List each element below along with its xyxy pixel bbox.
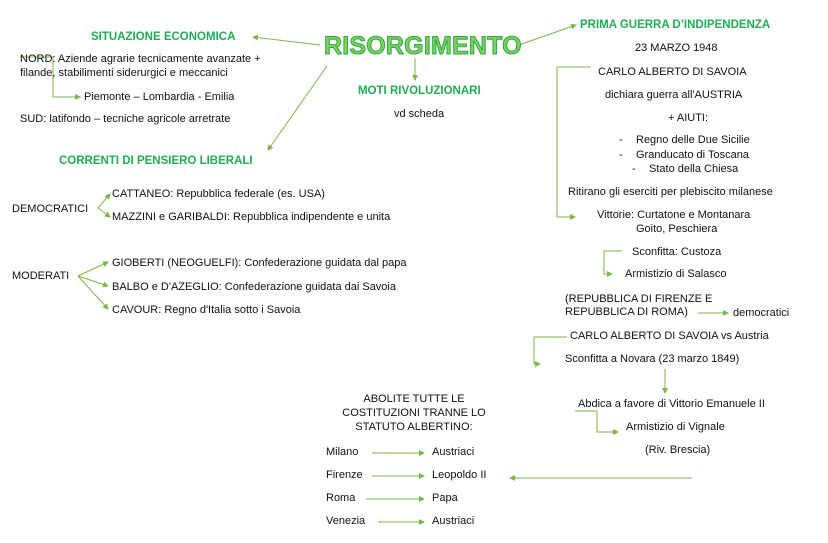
arrow-to-war (516, 25, 576, 46)
moderati-label: MODERATI (12, 270, 70, 282)
ruler: Papa (432, 492, 458, 504)
bullet-dash: - (619, 134, 623, 146)
war-heading: PRIMA GUERRA D’INDIPENDENZA (580, 19, 771, 31)
abolished-line-2: COSTITUZIONI TRANNE LO (342, 407, 486, 419)
moderati-item: BALBO e D'AZEGLIO: Confederazione guidata dai Savoia (112, 281, 396, 293)
war-aid: Granducato di Toscana (636, 149, 749, 161)
moderati-item: GIOBERTI (NEOGUELFI): Confederazione guidata dal papa (112, 257, 407, 269)
arrow-custoza-salasco (604, 251, 622, 274)
war-brescia: (Riv. Brescia) (645, 444, 711, 456)
arrow-king-novara (534, 337, 567, 364)
abolished-line-1: ABOLITE TUTTE LE (363, 393, 465, 405)
war-victories-1: Vittorie: Curtatone e Montanara (597, 209, 751, 221)
economy-nord-2: filande, stabilimenti siderurgici e meccanici (20, 67, 228, 79)
economy-sud: SUD: latifondo – tecniche agricole arretrate (20, 113, 231, 125)
bullet-dash: - (619, 149, 623, 161)
war-victories-2: Goito, Peschiera (636, 223, 718, 235)
economy-heading: SITUAZIONE ECONOMICA (91, 31, 236, 43)
war-defeat-novara: Sconfitta a Novara (23 marzo 1849) (565, 353, 740, 365)
war-armistice-salasco: Armistizio di Salasco (625, 268, 727, 280)
war-abdication: Abdica a favore di Vittorio Emanuele II (578, 398, 765, 410)
war-king: CARLO ALBERTO DI SAVOIA (598, 66, 747, 78)
war-withdraw: Ritirano gli eserciti per plebiscito milanese (568, 186, 773, 198)
arrow-to-economy (253, 37, 320, 45)
moderati-item: CAVOUR: Regno d'Italia sotto i Savoia (112, 304, 301, 316)
moti-heading: MOTI RIVOLUZIONARI (358, 85, 481, 97)
war-defeat-custoza: Sconfitta: Custoza (632, 246, 722, 258)
war-armistice-vignale: Armistizio di Vignale (626, 421, 725, 433)
bullet-dash: - (632, 163, 636, 175)
arrow-to-currents (268, 66, 327, 150)
war-republics-1: (REPUBBLICA DI FIRENZE E (565, 293, 713, 305)
war-declares: dichiara guerra all'AUSTRIA (605, 89, 743, 101)
war-aid: Stato della Chiesa (649, 163, 739, 175)
democratici-item: CATTANEO: Repubblica federale (es. USA) (112, 188, 325, 200)
moti-note: vd scheda (394, 108, 445, 120)
arrow-abdica-vignale (575, 411, 618, 432)
arrow-democratici-1 (98, 194, 110, 208)
war-aid-label: + AIUTI: (668, 112, 709, 124)
abolished-line-3: STATUTO ALBERTINO: (355, 421, 473, 433)
city: Roma (326, 492, 356, 504)
democratici-label: DEMOCRATICI (12, 203, 89, 215)
economy-nord-1: NORD: Aziende agrarie tecnicamente avanzate + (20, 53, 261, 65)
city: Venezia (326, 515, 366, 527)
ruler: Austriaci (432, 446, 475, 458)
war-date: 23 MARZO 1948 (635, 42, 718, 54)
arrow-moderati-1 (78, 262, 108, 276)
war-democratici: democratici (733, 307, 790, 319)
currents-heading: CORRENTI DI PENSIERO LIBERALI (59, 155, 253, 167)
city: Firenze (326, 469, 363, 481)
democratici-item: MAZZINI e GARIBALDI: Repubblica indipendente e unita (112, 211, 391, 223)
ruler: Austriaci (432, 515, 475, 527)
ruler: Leopoldo II (432, 469, 487, 481)
war-king-vs: CARLO ALBERTO DI SAVOIA vs Austria (570, 330, 769, 342)
economy-regions: Piemonte – Lombardia - Emilia (84, 91, 235, 103)
arrow-democratici-2 (98, 208, 110, 217)
war-republics-2: REPUBBLICA DI ROMA) (565, 306, 688, 318)
main-title: RISORGIMENTO (324, 32, 522, 60)
war-aid: Regno delle Due Sicilie (636, 134, 750, 146)
city: Milano (326, 446, 359, 458)
